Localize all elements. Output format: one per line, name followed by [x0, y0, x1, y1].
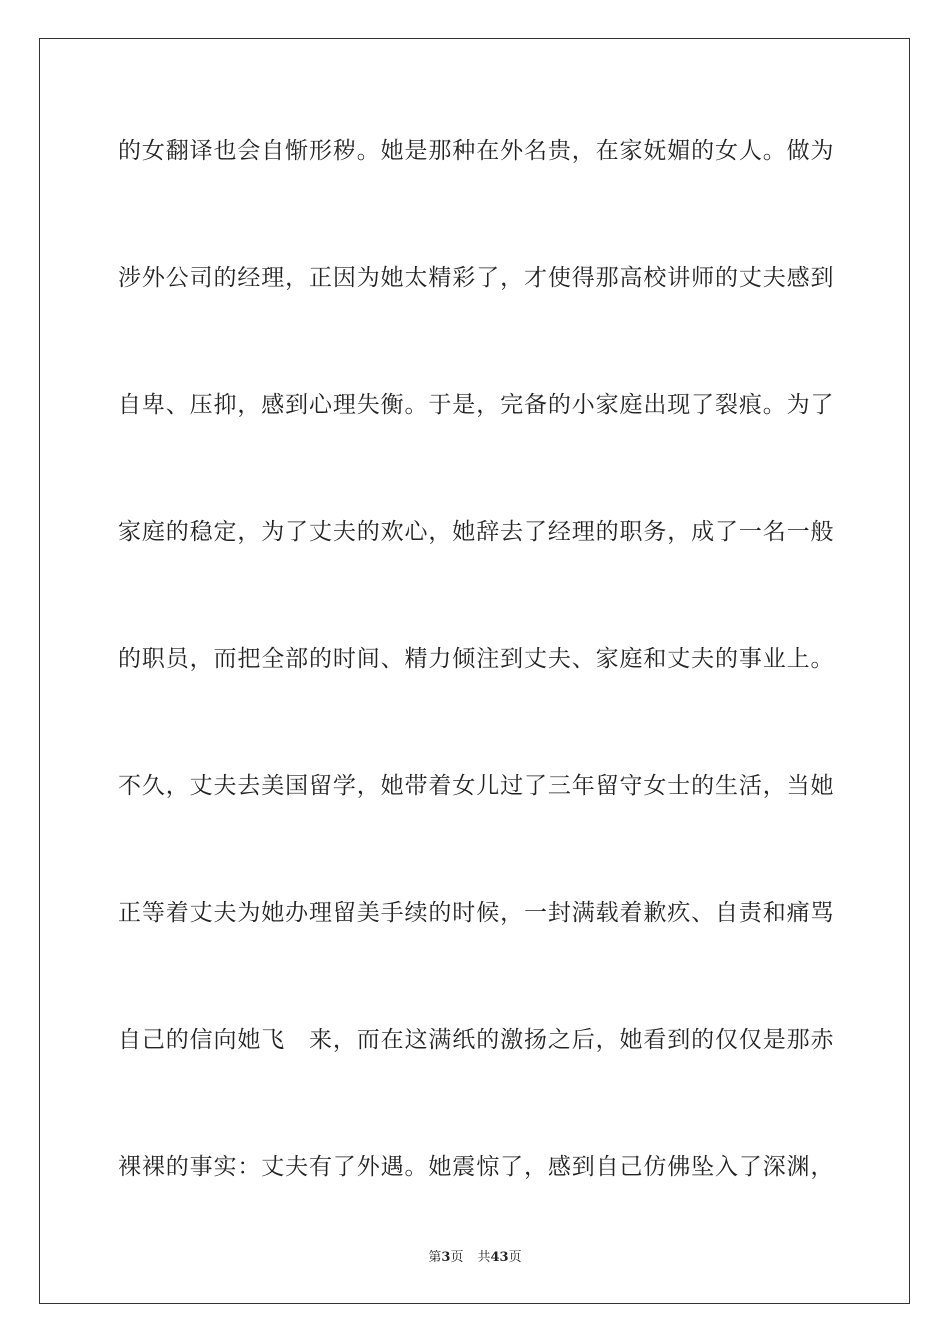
text-line: 裸裸的事实：丈夫有了外遇。她震惊了，感到自己仿佛坠入了深渊，	[118, 1154, 834, 1180]
text-line: 不久，丈夫去美国留学，她带着女儿过了三年留守女士的生活，当她	[118, 773, 834, 799]
text-line: 家庭的稳定，为了丈夫的欢心，她辞去了经理的职务，成了一名一般	[118, 519, 834, 545]
body-text	[118, 128, 834, 1271]
text-line: 的职员，而把全部的时间、精力倾注到丈夫、家庭和丈夫的事业上。	[118, 646, 834, 672]
text-line: 自己的信向她飞 来，而在这满纸的激扬之后，她看到的仅仅是那赤	[118, 1027, 834, 1053]
page-suffix: 页	[450, 1250, 464, 1265]
page-prefix: 第	[428, 1250, 442, 1265]
total-pages: 43	[490, 1250, 509, 1265]
total-suffix: 页	[508, 1250, 522, 1265]
page-footer	[0, 1246, 950, 1265]
text-line: 正等着丈夫为她办理留美手续的时候，一封满载着歉疚、自责和痛骂	[118, 900, 834, 926]
text-line: 的女翻译也会自惭形秽。她是那种在外名贵，在家妩媚的女人。做为	[118, 138, 834, 164]
page-number: 3	[441, 1250, 451, 1265]
text-line: 涉外公司的经理，正因为她太精彩了，才使得那高校讲师的丈夫感到	[118, 265, 834, 291]
total-prefix: 共	[477, 1250, 491, 1265]
text-line: 自卑、压抑，感到心理失衡。于是，完备的小家庭出现了裂痕。为了	[118, 392, 834, 418]
